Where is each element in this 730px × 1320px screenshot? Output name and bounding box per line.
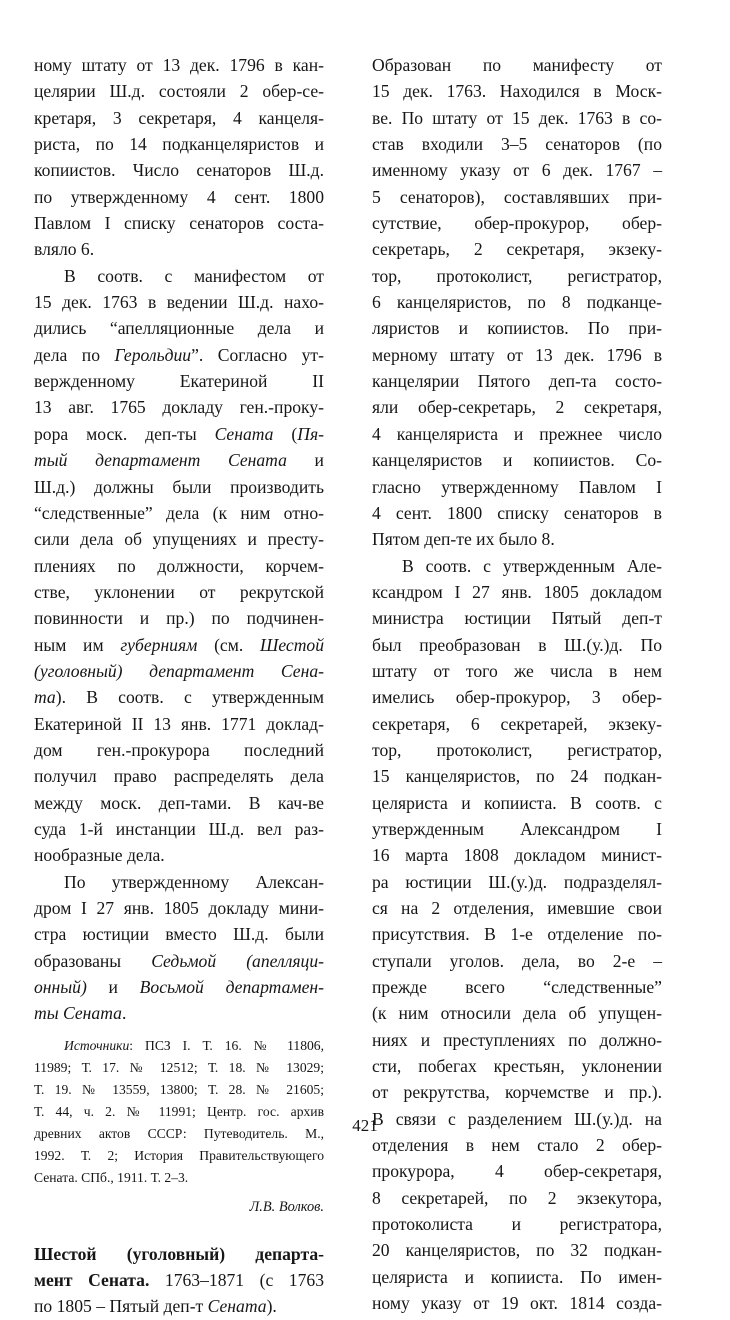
text-line: канцелярии Пятого деп-та состо- — [372, 371, 662, 392]
text-line: сили дела об упущениях и престу- — [34, 529, 324, 550]
text-line: отделения в нем стало 2 обер- — [372, 1135, 662, 1156]
text-line: дом ген.-прокурора последний — [34, 739, 324, 760]
text-line: сутствие, обер-прокурор, обер- — [372, 213, 662, 234]
text-line: 4 канцеляриста и прежнее число — [372, 423, 662, 444]
text-line: протоколиста и регистратора, — [372, 1214, 662, 1235]
text-line: мерному штату от 13 дек. 1796 в — [372, 344, 662, 365]
sources-line: 11989; Т. 17. № 12512; Т. 18. № 13029; — [34, 1059, 324, 1075]
text-line: целяриста и копииста. В соотв. с — [372, 792, 662, 813]
text-line: секретаря, 6 секретарей, экзеку- — [372, 713, 662, 734]
text-line: утвержденным Александром I — [372, 818, 662, 839]
text-line: кретаря, 3 секретаря, 4 канцеля- — [34, 107, 324, 128]
sources-line: Т. 44, ч. 2. № 11991; Центр. гос. архив — [34, 1103, 324, 1119]
text-line: “следственные” дела (к ним отно- — [34, 502, 324, 523]
text-line: целярии Ш.д. состояли 2 обер-се- — [34, 81, 324, 102]
text-line: канцеляристов и копиистов. Со- — [372, 450, 662, 471]
text-line: ты Сената. — [34, 1003, 127, 1024]
sources-line: 1992. Т. 2; История Правительствующего — [34, 1147, 324, 1163]
text-line: стве, уклонении от рекрутской — [34, 581, 324, 602]
text-line: (к ним относили дела об упущен- — [372, 1003, 662, 1024]
text-line: 6 канцеляристов, по 8 подканце- — [372, 292, 662, 313]
entry-title-line: Шестой (уголовный) департа- — [34, 1243, 324, 1264]
text-line: 15 дек. 1763 в ведении Ш.д. нахо- — [34, 292, 324, 313]
right-paragraph-2 — [372, 553, 662, 1317]
text-line: Екатериной II 13 янв. 1771 доклад- — [34, 713, 324, 734]
text-line: Павлом I списку сенаторов соста- — [34, 213, 324, 234]
text-line: прежде всего “следственные” — [372, 977, 662, 998]
sources-line: Сената. СПб., 1911. Т. 2–3. — [34, 1169, 189, 1185]
text-line: образованы Седьмой (апелляци- — [34, 950, 324, 971]
text-line: В соотв. с утвержденным Але- — [402, 555, 662, 576]
text-line: имелись обер-прокурор, 3 обер- — [372, 687, 662, 708]
text-line: от рекрутства, корчемстве и пр.). — [372, 1082, 662, 1103]
text-line: 15 дек. 1763. Находился в Моск- — [372, 81, 662, 102]
text-line: дром I 27 янв. 1805 докладу мини- — [34, 898, 324, 918]
left-paragraph-3 — [34, 869, 324, 1027]
text-line: по 1805 – Пятый деп-т Сената). — [34, 1296, 277, 1317]
text-line: Образован по манифесту от — [372, 55, 662, 75]
text-line: ра юстиции Ш.(у.)д. подразделял- — [372, 871, 662, 892]
text-line: риста, по 14 подканцеляристов и — [34, 134, 324, 155]
text-line: став входили 3–5 сенаторов (по — [372, 134, 662, 155]
text-line: стра юстиции вместо Ш.д. были — [34, 924, 324, 945]
text-line: по утвержденному 4 сент. 1800 — [34, 186, 324, 207]
text-line: ксандром I 27 янв. 1805 докладом — [372, 581, 662, 602]
text-line: прокурора, 4 обер-секретаря, — [372, 1161, 662, 1182]
text-line: В связи с разделением Ш.(у.)д. на — [372, 1108, 662, 1129]
text-line: плениях по должности, корчем- — [34, 555, 324, 576]
text-line: рора моск. деп-ты Сената (Пя- — [34, 423, 324, 444]
text-line: Ш.д.) должны были производить — [34, 476, 324, 497]
text-line: тый департамент Сената и — [34, 450, 324, 471]
text-line: онный) и Восьмой департамен- — [34, 977, 324, 998]
text-line: вержденному Екатериной II — [34, 371, 324, 392]
text-line: копиистов. Число сенаторов Ш.д. — [34, 160, 324, 181]
text-line: 4 сент. 1800 списку сенаторов в — [372, 502, 662, 523]
text-line: ступали уголов. дела, во 2-е – — [372, 950, 662, 971]
text-line: 8 секретарей, по 2 экзекутора, — [372, 1187, 662, 1208]
text-line: ниях и преступлениях по должно- — [372, 1029, 662, 1050]
text-line: секретарь, 2 секретаря, экзеку- — [372, 239, 662, 260]
text-line: дились “апелляционные дела и — [34, 318, 324, 339]
text-line: присутствия. В 1-е отделение по- — [372, 924, 662, 945]
page-number: 421 — [352, 1116, 378, 1135]
text-line: между моск. деп-тами. В кач-ве — [34, 792, 324, 813]
text-line: 15 канцеляристов, по 24 подкан- — [372, 766, 662, 787]
text-line: министра юстиции Пятый деп-т — [372, 608, 662, 629]
text-line: получил право распределять дела — [34, 766, 324, 787]
text-line: 16 марта 1808 докладом минист- — [372, 845, 662, 866]
text-line: целяриста и копииста. По имен- — [372, 1266, 662, 1287]
text-line: тор, протоколист, регистратор, — [372, 265, 662, 286]
sources-block — [34, 1035, 324, 1189]
left-paragraph-1 — [34, 52, 324, 263]
text-line: гласно утвержденному Павлом I — [372, 476, 662, 497]
author-signature: Л.В. Волков. — [249, 1198, 324, 1215]
text-line: 13 авг. 1765 докладу ген.-проку- — [34, 397, 324, 418]
text-line: яли обер-секретарь, 2 секретаря, — [372, 397, 662, 418]
text-line: сти, побегах крестьян, уклонении — [372, 1056, 662, 1077]
text-line: дела по Герольдии”. Согласно ут- — [34, 344, 324, 365]
text-line: Пятом деп-те их было 8. — [372, 529, 555, 550]
sources-line: Т. 19. № 13559, 13800; Т. 28. № 21605; — [34, 1081, 324, 1097]
text-line: ся на 2 отделения, имевшие свои — [372, 898, 662, 918]
text-line: повинности и пр.) по подчинен- — [34, 608, 324, 629]
text-line: По утвержденному Алексан- — [64, 871, 324, 892]
text-line: та). В соотв. с утвержденным — [34, 687, 324, 708]
text-line: мент Сената. 1763–1871 (с 1763 — [34, 1270, 324, 1291]
left-paragraph-2 — [34, 263, 324, 869]
sources-line: древних актов СССР: Путеводитель. М., — [34, 1125, 324, 1141]
text-line: суда 1-й инстанции Ш.д. вел раз- — [34, 818, 324, 839]
text-line: тор, протоколист, регистратор, — [372, 739, 662, 760]
text-line: ляристов и копиистов. По при- — [372, 318, 662, 339]
text-line: ному штату от 13 дек. 1796 в кан- — [34, 55, 324, 75]
text-line: нообразные дела. — [34, 845, 165, 866]
text-line: штату от того же числа в нем — [372, 660, 662, 681]
right-paragraph-1 — [372, 52, 662, 553]
text-line: В соотв. с манифестом от — [64, 265, 324, 286]
text-line: ным им губерниям (см. Шестой — [34, 634, 325, 655]
entry-heading — [34, 1241, 324, 1320]
text-line: 20 канцеляристов, по 32 подкан- — [372, 1240, 662, 1261]
text-line: вляло 6. — [34, 239, 95, 260]
text-line: ве. По штату от 15 дек. 1763 в со- — [372, 107, 662, 128]
text-line: был преобразован в Ш.(у.)д. По — [372, 634, 662, 655]
text-line: 5 сенаторов), составлявших при- — [372, 186, 662, 207]
text-line: ному указу от 19 окт. 1814 созда- — [372, 1293, 662, 1314]
sources-line: Источники: ПСЗ I. Т. 16. № 11806, — [64, 1037, 324, 1053]
text-line: (уголовный) департамент Сена- — [34, 660, 324, 681]
text-line: именному указу от 6 дек. 1767 – — [372, 160, 662, 181]
